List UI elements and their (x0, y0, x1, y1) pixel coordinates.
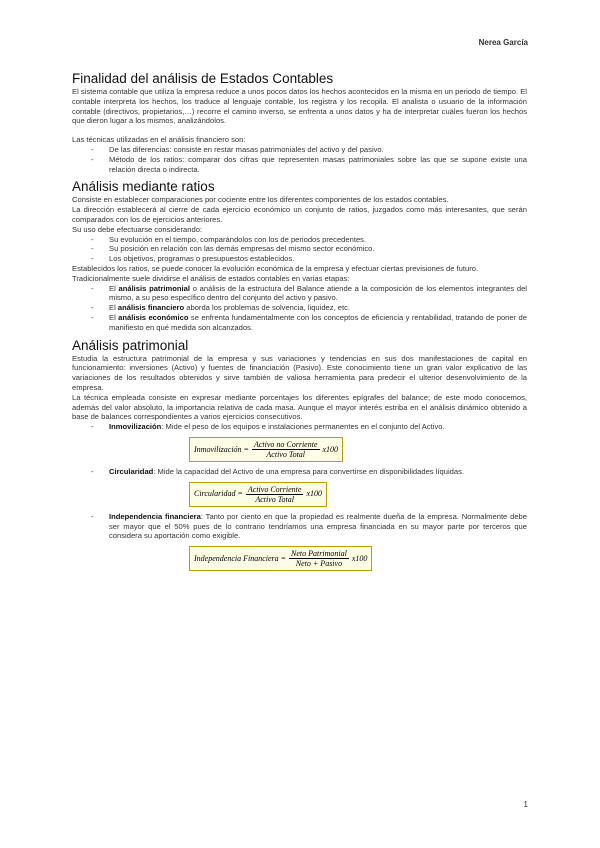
formula-circularidad: Circularidad = $\frac{\text{Activo Corriente}}{\text{Activo Total}}$ x100 (189, 482, 327, 507)
ratio-name: Inmovilización (109, 422, 162, 432)
list-item: - Los objetivos, programas o presupuestos establecidos. (72, 254, 527, 264)
bold-term: análisis patrimonial (118, 283, 190, 293)
section-title-ratios: Análisis mediante ratios (72, 179, 215, 195)
formula-independencia: Independencia Financiera = $\frac{\text{Neto Patrimonial}}{\text{Neto + Pasivo}}$ x100 (189, 546, 372, 571)
paragraph: La dirección establecerá al cierre de cada ejercicio económico un conjunto de ratios, juzgados como más interesantes, que serán comparados con los de ejercicios anteriores. (72, 205, 527, 224)
paragraph: Las técnicas utilizadas en el análisis financiero son: (72, 135, 246, 145)
bullet-list (72, 235, 527, 264)
list-item: - De las diferencias: consiste en restar masas patrimoniales del activo y del pasivo. (72, 145, 527, 155)
list-item: - El análisis económico se enfrenta fundamentalmente con los conceptos de eficiencia y rentabilidad, tratando de poner de manifiesto en qué medida son alcanzados. (72, 313, 527, 333)
ratio-name: Independencia financiera (109, 511, 201, 521)
paragraph: Su uso debe efectuarse considerando: (72, 224, 203, 234)
bullet-list (72, 145, 527, 174)
ratio-list (72, 422, 527, 574)
list-item: - El análisis patrimonial o análisis de la estructura del Balance atiende a la composición de los elementos integrantes del mismo, a su peso específico dentro del conjunto del activo y pasivo. (72, 284, 527, 304)
document-body (72, 70, 527, 576)
bold-term: análisis económico (118, 312, 189, 322)
ratio-item-independencia: - Independencia financiera: Tanto por ciento en que la propiedad es realmente dueña de la empresa. Normalmente debe ser mayor que el 50% pues de lo contrario tendríamos una empresa financiada en su mayor parte por terceros que considera su aportación como exigible. Independencia Financiera = $\frac{\text{Neto Patrimonial}}{\text{Neto + Pasivo}}$ x100 (72, 512, 527, 574)
paragraph: Establecidos los ratios, se puede conocer la evolución económica de la empresa y efectuar ciertas previsiones de futuro. (72, 263, 479, 273)
stages-list (72, 284, 527, 333)
bold-term: análisis financiero (117, 303, 185, 313)
list-item: - Su evolución en el tiempo, comparándolos con los de periodos precedentes. (72, 235, 527, 245)
paragraph: La técnica empleada consiste en expresar mediante porcentajes los diferentes epígrafes del balance; de este modo conocemos, además del valor absoluto, la importancia relativa de cada masa. Aunque el mayor interés estriba en el análisis dinámico obtenido a base de balances correspondientes a varios ejercicios consecutivos. (72, 392, 527, 422)
ratio-item-circularidad: - Circularidad: Mide la capacidad del Activo de una empresa para convertirse en disponibilidades líquidas. Circularidad = $\frac{\text{Activo Corriente}}{\text{Activo Total}}$ x100 (72, 467, 527, 510)
formula-inmovilizacion: Inmovilización = $\frac{\text{Activo no Corriente}}{\text{Activo Total}}$ x100 (189, 437, 343, 462)
ratio-name: Circularidad (109, 466, 154, 476)
paragraph: Consiste en establecer comparaciones por cociente entre los diferentes componentes de los estados contables. (72, 195, 449, 205)
paragraph: Tradicionalmente suele dividirse el análisis de estados contables en varias etapas: (72, 273, 350, 283)
list-item: - Método de los ratios: comparar dos cifras que representen masas patrimoniales sobre las que se supone existe una relación directa o indirecta. (72, 155, 527, 175)
author-name: Nerea García (478, 38, 528, 47)
paragraph: Estudia la estructura patrimonial de la empresa y sus variaciones y tendencias en sus dos manifestaciones de capital en funcionamiento: inversiones (Activo) y fuentes de financiación (Pasivo). Este conocimiento tiene un gran valor explicativo de las variaciones de los resultados obtenidos y sirve también de valiosa herramienta para predecir el ulterior desenvolvimiento de la empresa. (72, 353, 527, 392)
page-number: 1 (523, 800, 528, 809)
ratio-item-inmovilizacion: - Inmovilización: Mide el peso de los equipos e instalaciones permanentes en el conjunto del Activo. Inmovilización = $\frac{\text{Activo no Corriente}}{\text{Activo Total}}$ x100 (72, 422, 527, 465)
section-title-finalidad: Finalidad del análisis de Estados Contables (72, 71, 334, 86)
list-item: - El análisis financiero aborda los problemas de solvencia, liquidez, etc. (72, 303, 527, 313)
section-title-patrimonial: Análisis patrimonial (72, 337, 189, 353)
paragraph: El sistema contable que utiliza la empresa reduce a unos pocos datos los hechos acontecidos en la misma en un periodo de tiempo. El contable interpreta los hechos, los traduce al lenguaje contable, los registra y los recopila. El analista o usuario de la información contable (directivos, propietarios,…) recorre el camino inverso, se enfrenta a unos datos y ha de interpretar cuáles fueron los hechos que dieron lugar a los mismos, analizándolos. (72, 87, 527, 126)
list-item: - Su posición en relación con las demás empresas del mismo sector económico. (72, 244, 527, 254)
